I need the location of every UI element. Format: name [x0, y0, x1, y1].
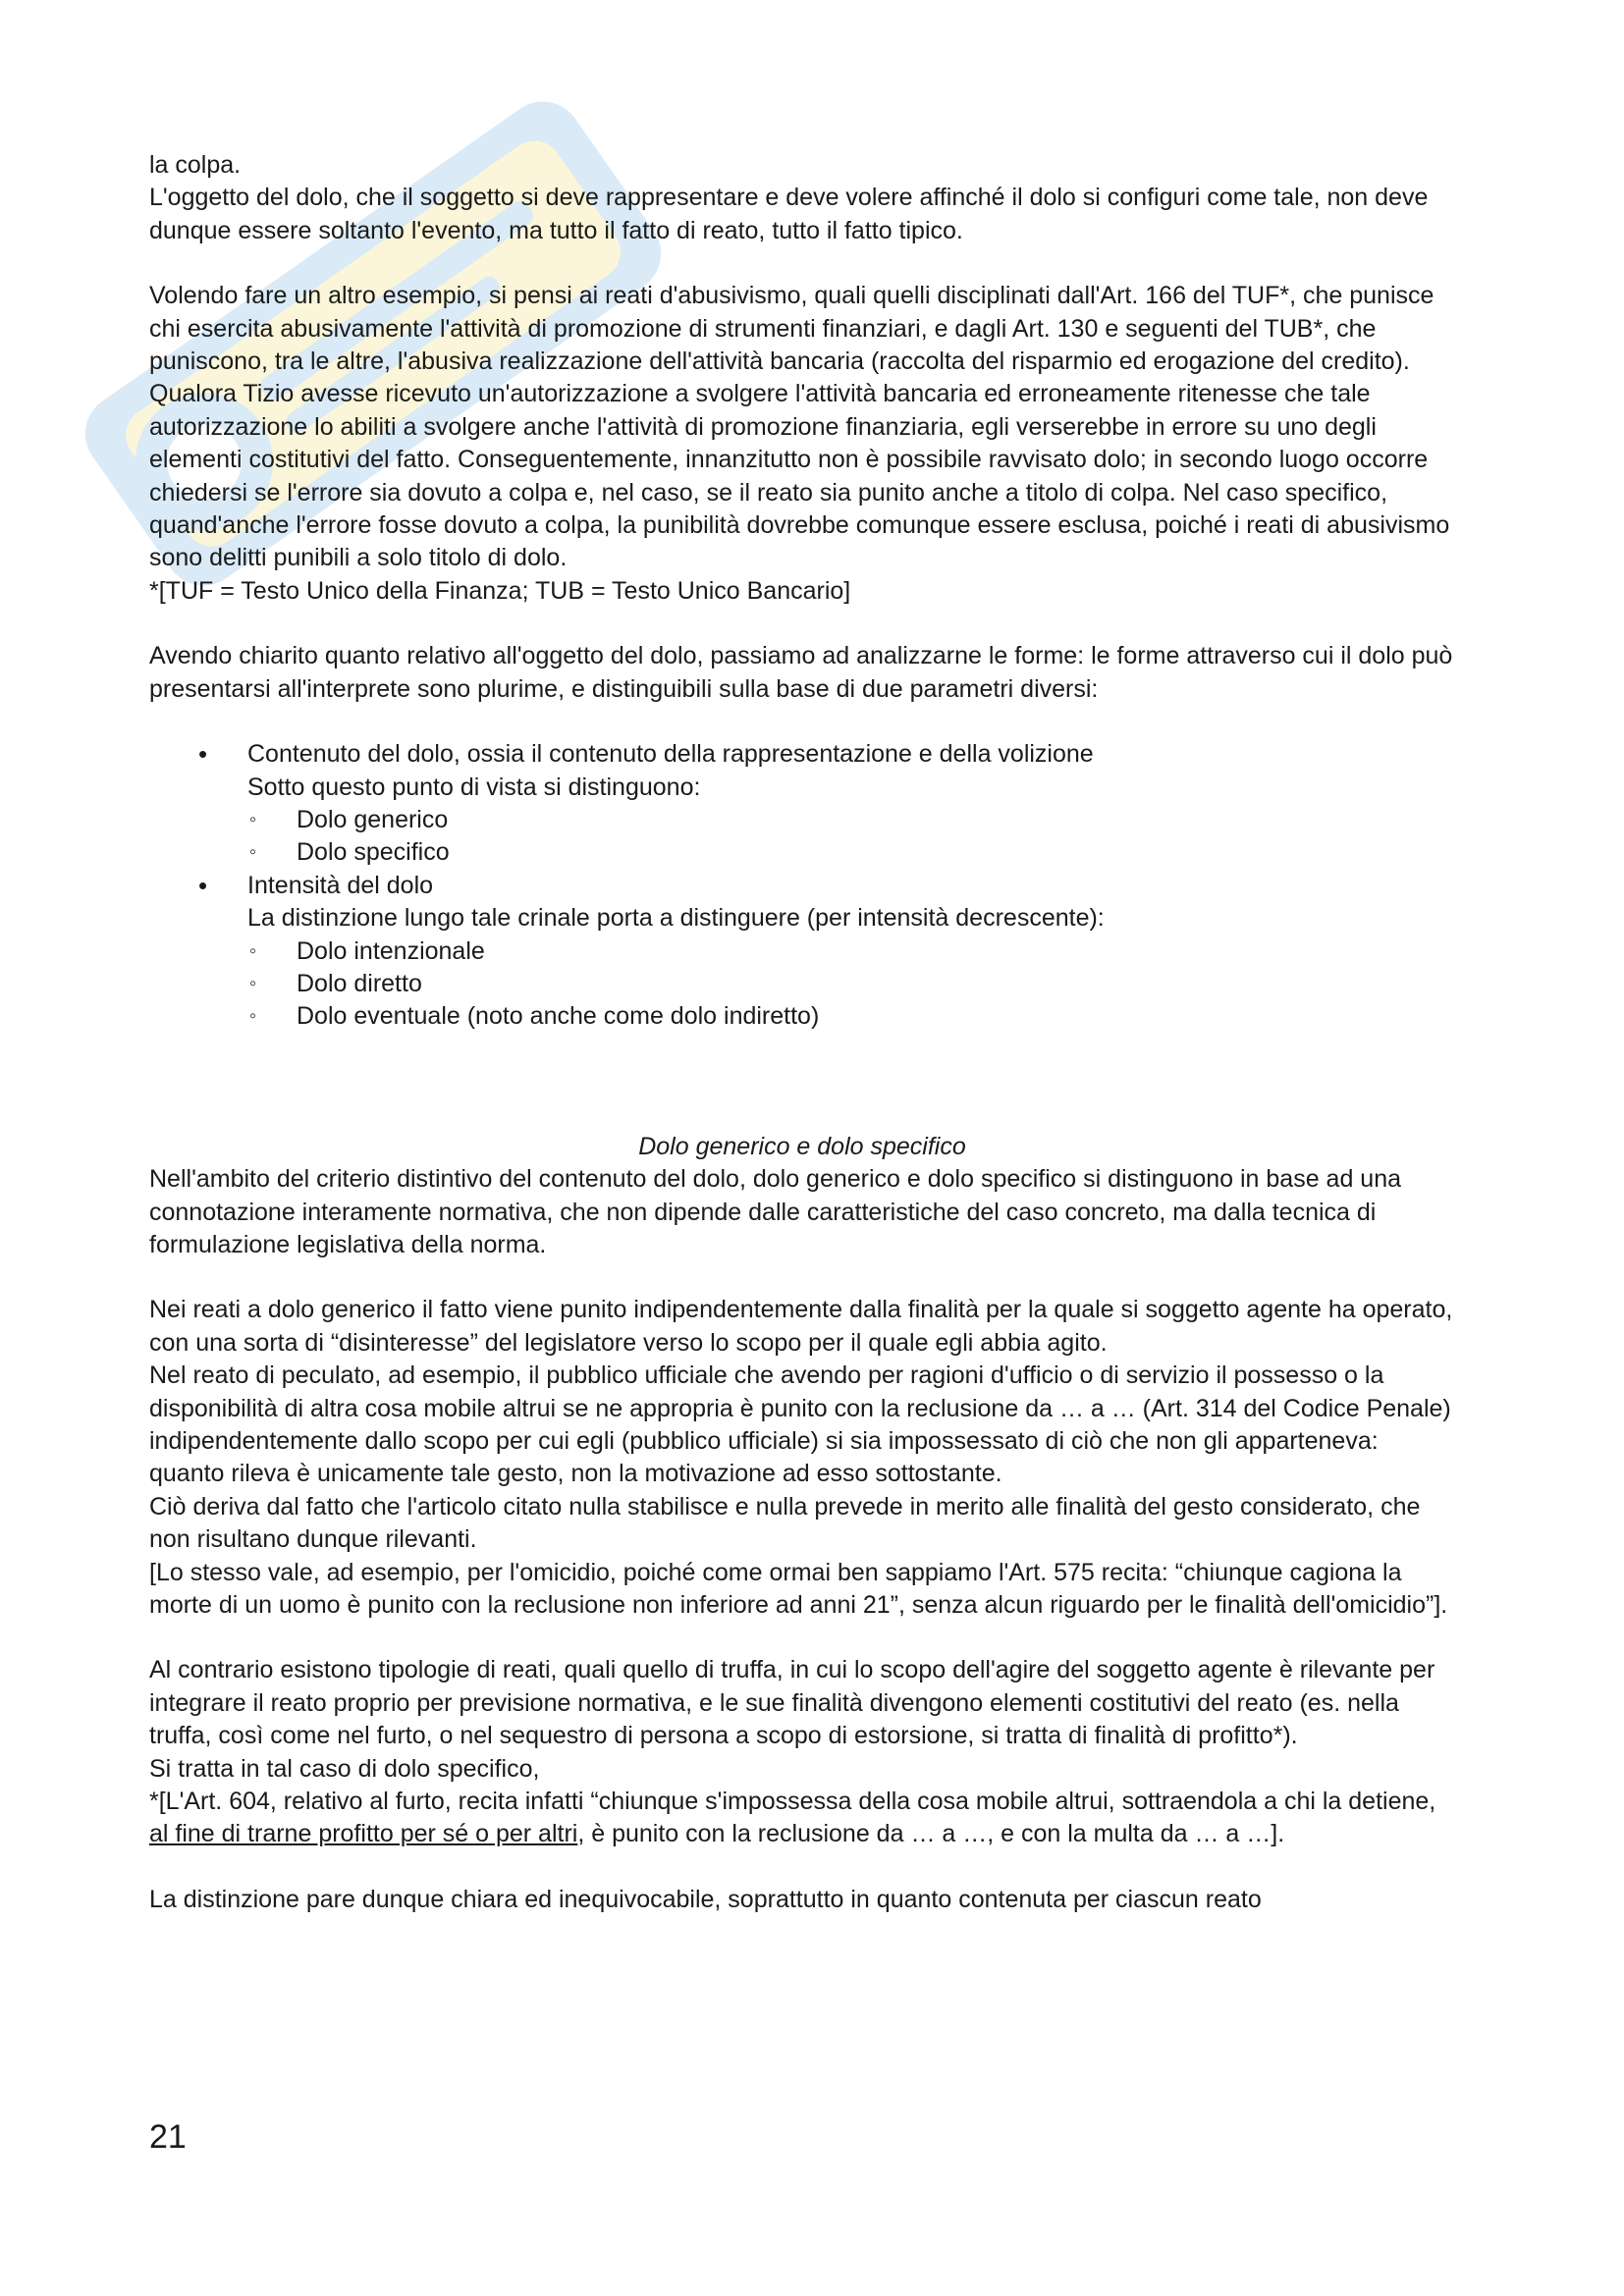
paragraph: La distinzione pare dunque chiara ed inequivocabile, soprattutto in quanto contenuta per ciascun reato — [149, 1885, 1262, 1913]
sub-list-item: ◦ Dolo intenzionale — [247, 935, 1455, 968]
sub-list — [247, 804, 1455, 870]
list-item — [198, 738, 1455, 870]
sub-list-item: ◦ Dolo eventuale (noto anche come dolo indiretto) — [247, 1000, 1455, 1033]
paragraph: Avendo chiarito quanto relativo all'oggetto del dolo, passiamo ad analizzarne le forme: le forme attraverso cui il dolo può presentarsi all'interprete sono plurime, e distinguibili sulla base di due parametri diversi: — [149, 642, 1453, 703]
list-item-intro: Sotto questo punto di vista si distinguono: — [247, 773, 701, 801]
list-item-title: • Intensità del dolo — [247, 871, 434, 899]
sub-list-item: ◦ Dolo diretto — [247, 968, 1455, 1000]
paragraph: L'oggetto del dolo, che il soggetto si deve rappresentare e deve volere affinché il dolo si configuri come tale, non deve dunque essere soltanto l'evento, ma tutto il fatto di reato, tutto il fatto tipico. — [149, 184, 1429, 244]
paragraph: Volendo fare un altro esempio, si pensi ai reati d'abusivismo, quali quelli disciplinati dall'Art. 166 del TUF*, che punisce chi esercita abusivamente l'attività di promozione di strumenti finanziari, e dagli Art. 130 e seguenti del TUB*, che puniscono, tra le altre, l'abusiva realizzazione dell'attività bancaria (raccolta del risparmio ed erogazione del credito). — [149, 282, 1435, 376]
footnote: *[TUF = Testo Unico della Finanza; TUB = Testo Unico Bancario] — [149, 576, 851, 605]
sub-list-item: ◦ Dolo specifico — [247, 836, 1455, 869]
dolo-forms-list — [149, 738, 1455, 1034]
list-item-intro: La distinzione lungo tale crinale porta a distinguere (per intensità decrescente): — [247, 904, 1105, 933]
paragraph: Si tratta in tal caso di dolo specifico, — [149, 1754, 540, 1783]
document-page — [149, 149, 1455, 1916]
list-item-title: • Contenuto del dolo, ossia il contenuto della rappresentazione e della volizione — [247, 740, 1094, 769]
paragraph: [Lo stesso vale, ad esempio, per l'omicidio, poiché come ormai ben sappiamo l'Art. 575 recita: “chiunque cagiona la morte di un uomo è punito con la reclusione non inferiore ad anni 21”, senza alcun riguardo per le finalità dell'omicidio”]. — [149, 1558, 1448, 1620]
paragraph: Nell'ambito del criterio distintivo del contenuto del dolo, dolo generico e dolo specifico si distinguono in base ad una connotazione interamente normativa, che non dipende dalle caratteristiche del caso concreto, ma dalla tecnica di formulazione legislativa della norma. — [149, 1165, 1402, 1258]
footnote-text: , è punito con la reclusione da … a …, e con la multa da … a …]. — [577, 1820, 1285, 1848]
paragraph: Nel reato di peculato, ad esempio, il pubblico ufficiale che avendo per ragioni d'ufficio o di servizio il possesso o la disponibilità di altra cosa mobile altrui se ne appropria è punito con la reclusione da … a … (Art. 314 del Codice Penale) indipendentemente dallo scopo per cui egli (pubblico ufficiale) si sia impossessato di ciò che non gli apparteneva: quanto rileva è unicamente tale gesto, non la motivazione ad esso sottostante. — [149, 1362, 1451, 1488]
paragraph: Ciò deriva dal fatto che l'articolo citato nulla stabilisce e nulla prevede in merito alle finalità del gesto considerato, che non risultano dunque rilevanti. — [149, 1492, 1421, 1554]
paragraph: la colpa. — [149, 151, 242, 179]
paragraph: Qualora Tizio avesse ricevuto un'autorizzazione a svolgere l'attività bancaria ed erroneamente ritenesse che tale autorizzazione lo abiliti a svolgere anche l'attività di promozione finanziaria, egli verserebbe in errore su uno degli elementi costitutivi del fatto. Conseguentemente, innanzitutto non è possibile ravvisato dolo; in secondo luogo occorre chiedersi se l'errore sia dovuto a colpa e, nel caso, se il reato sia punito anche a titolo di colpa. Nel caso specifico, quand'anche l'errore fosse dovuto a colpa, la punibilità dovrebbe comunque essere esclusa, poiché i reati di abusivismo sono delitti punibili a solo titolo di dolo. — [149, 380, 1450, 572]
page-number: 21 — [149, 2118, 187, 2156]
sub-list-item: ◦ Dolo generico — [247, 804, 1455, 836]
footnote-text: *[L'Art. 604, relativo al furto, recita infatti “chiunque s'impossessa della cosa mobile altrui, sottraendola a chi la detiene, — [149, 1788, 1436, 1816]
sub-list — [247, 935, 1455, 1034]
footnote — [149, 1786, 1455, 1851]
paragraph: Nei reati a dolo generico il fatto viene punito indipendentemente dalla finalità per la quale si soggetto agente ha operato, con una sorta di “disinteresse” del legislatore verso lo scopo per il quale egli abbia agito. — [149, 1296, 1453, 1357]
paragraph: Al contrario esistono tipologie di reati, quali quello di truffa, in cui lo scopo dell'agire del soggetto agente è rilevante per integrare il reato proprio per previsione normativa, e le sue finalità divengono elementi costitutivi del reato (es. nella truffa, così come nel furto, o nel sequestro di persona a scopo di estorsione, si tratta di finalità di profitto*). — [149, 1656, 1435, 1750]
underlined-quote: al fine di trarne profitto per sé o per altri — [149, 1820, 578, 1848]
list-item — [198, 870, 1455, 1034]
section-heading: Dolo generico e dolo specifico — [638, 1132, 966, 1160]
